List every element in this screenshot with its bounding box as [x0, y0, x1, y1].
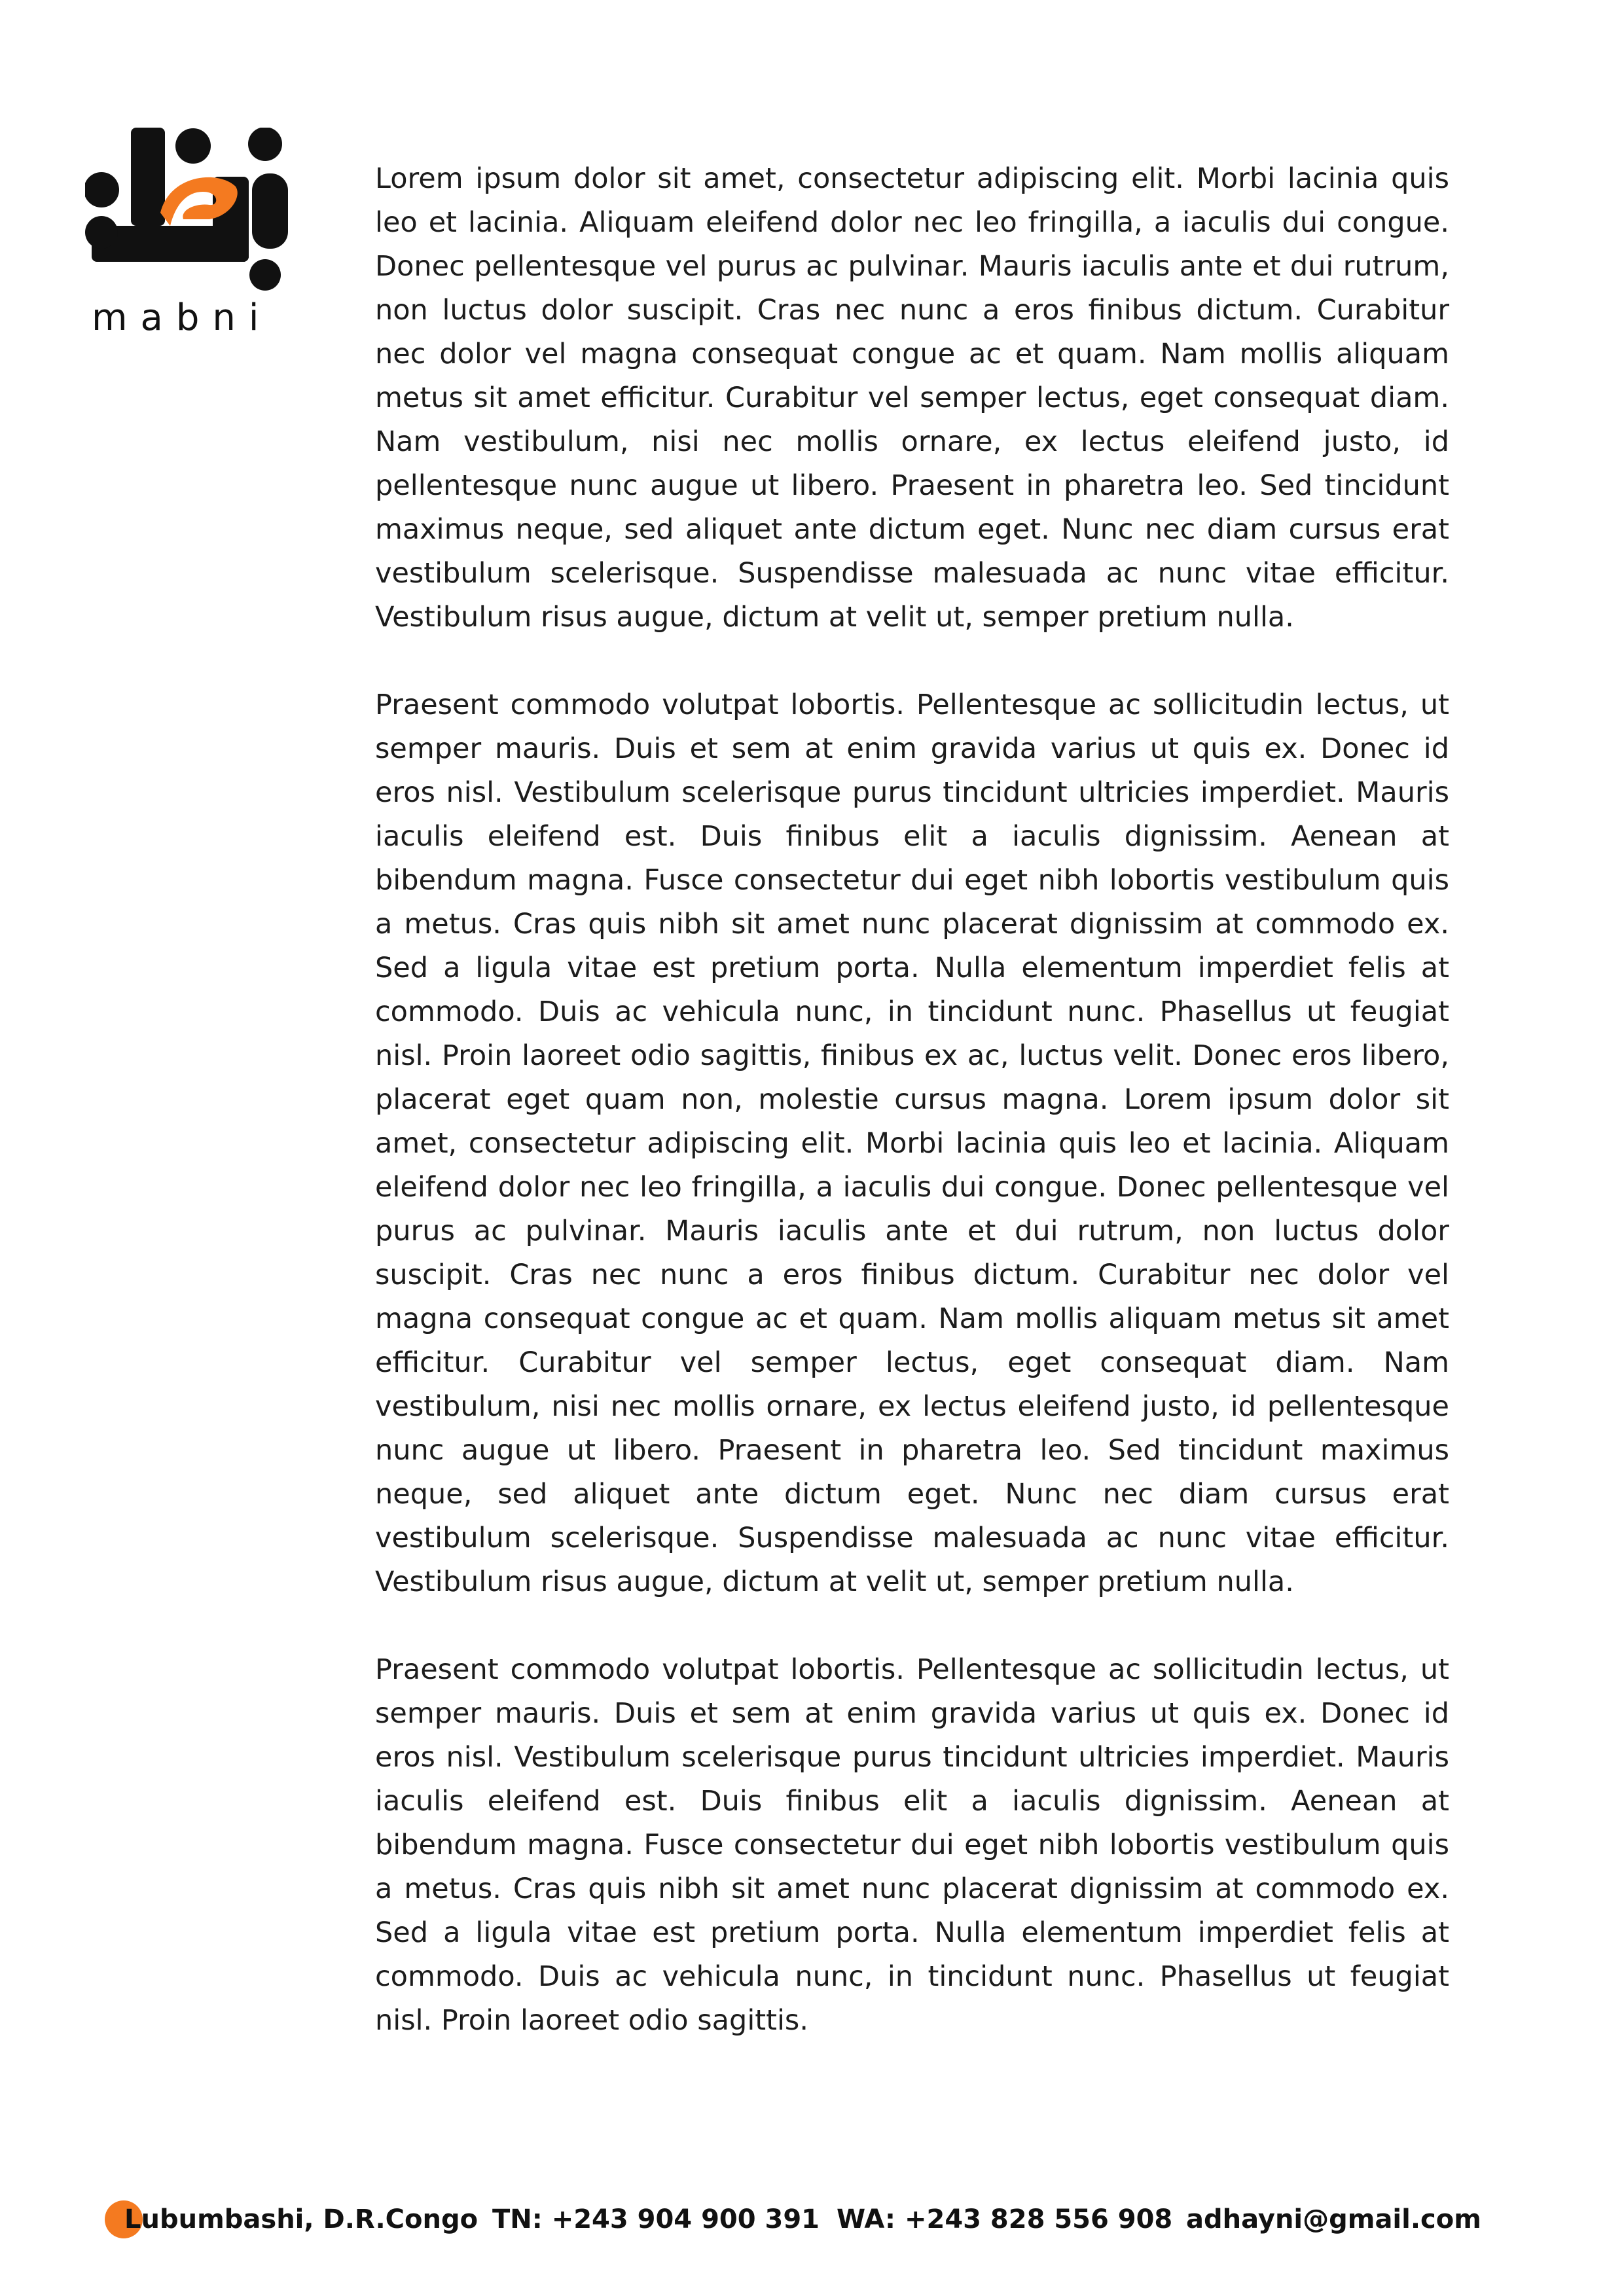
- paragraph-1: Lorem ipsum dolor sit amet, consectetur adipiscing elit. Morbi lacinia quis leo et lacinia. Aliquam eleifend dolor nec leo fringilla, a iaculis dui congue. Donec pellentesque vel purus ac pulvinar. Mauris iaculis ante et dui rutrum, non luctus dolor suscipit. Cras nec nunc a eros finibus dictum. Curabitur nec dolor vel magna consequat congue ac et quam. Nam mollis aliquam metus sit amet efficitur. Curabitur vel semper lectus, eget consequat diam. Nam vestibulum, nisi nec mollis ornare, ex lectus eleifend justo, id pellentesque nunc augue ut libero. Praesent in pharetra leo. Sed tincidunt maximus neque, sed aliquet ante dictum eget. Nunc nec diam cursus erat vestibulum scelerisque. Suspendisse malesuada ac nunc vitae efficitur. Vestibulum risus augue, dictum at velit ut, semper pretium nulla.: [375, 162, 1449, 634]
- letter-body: [375, 157, 1449, 2087]
- whatsapp-number[interactable]: +243 828 556 908: [904, 2204, 1173, 2234]
- whatsapp-label: WA:: [837, 2204, 896, 2234]
- footer-whatsapp: [837, 2204, 1172, 2234]
- footer-contact-bar: [105, 2198, 1519, 2244]
- paragraph-3: Praesent commodo volutpat lobortis. Pellentesque ac sollicitudin lectus, ut semper mauris. Duis et sem at enim gravida varius ut quis ex. Donec id eros nisl. Vestibulum scelerisque purus tincidunt ultricies imperdiet. Mauris iaculis eleifend est. Duis finibus elit a iaculis dignissim. Aenean at bibendum magna. Fusce consectetur dui eget nibh lobortis vestibulum quis a metus. Cras quis nibh sit amet nunc placerat dignissim at commodo ex. Sed a ligula vitae est pretium porta. Nulla elementum imperdiet felis at commodo. Duis ac vehicula nunc, in tincidunt nunc. Phasellus ut feugiat nisl. Proin laoreet odio sagittis.: [375, 1653, 1449, 2037]
- paragraph-2: Praesent commodo volutpat lobortis. Pellentesque ac sollicitudin lectus, ut semper mauris. Duis et sem at enim gravida varius ut quis ex. Donec id eros nisl. Vestibulum scelerisque purus tincidunt ultricies imperdiet. Mauris iaculis eleifend est. Duis finibus elit a iaculis dignissim. Aenean at bibendum magna. Fusce consectetur dui eget nibh lobortis vestibulum quis a metus. Cras quis nibh sit amet nunc placerat dignissim at commodo ex. Sed a ligula vitae est pretium porta. Nulla elementum imperdiet felis at commodo. Duis ac vehicula nunc, in tincidunt nunc. Phasellus ut feugiat nisl. Proin laoreet odio sagittis, finibus ex ac, luctus velit. Donec eros libero, placerat eget quam non, molestie cursus magna. Lorem ipsum dolor sit amet, consectetur adipiscing elit. Morbi lacinia quis leo et lacinia. Aliquam eleifend dolor nec leo fringilla, a iaculis dui congue. Donec pellentesque vel purus ac pulvinar. Mauris iaculis ante et dui rutrum, non luctus dolor suscipit. Cras nec nunc a eros finibus dictum. Curabitur nec dolor vel magna consequat congue ac et quam. Nam mollis aliquam metus sit amet efficitur. Curabitur vel semper lectus, eget consequat diam. Nam vestibulum, nisi nec mollis ornare, ex lectus eleifend justo, id pellentesque nunc augue ut libero. Praesent in pharetra leo. Sed tincidunt maximus neque, sed aliquet ante dictum eget. Nunc nec diam cursus erat vestibulum scelerisque. Suspendisse malesuada ac nunc vitae efficitur. Vestibulum risus augue, dictum at velit ut, semper pretium nulla.: [375, 689, 1449, 1598]
- logo-mark-icon: [85, 128, 295, 291]
- footer-location: Lubumbashi, D.R.Congo: [124, 2204, 478, 2234]
- footer-phone: [492, 2204, 820, 2234]
- logo-wordmark: mabni: [92, 296, 272, 339]
- footer-email[interactable]: adhayni@gmail.com: [1186, 2204, 1481, 2234]
- logo: [85, 128, 295, 350]
- phone-number[interactable]: +243 904 900 391: [551, 2204, 820, 2234]
- phone-label: TN:: [492, 2204, 543, 2234]
